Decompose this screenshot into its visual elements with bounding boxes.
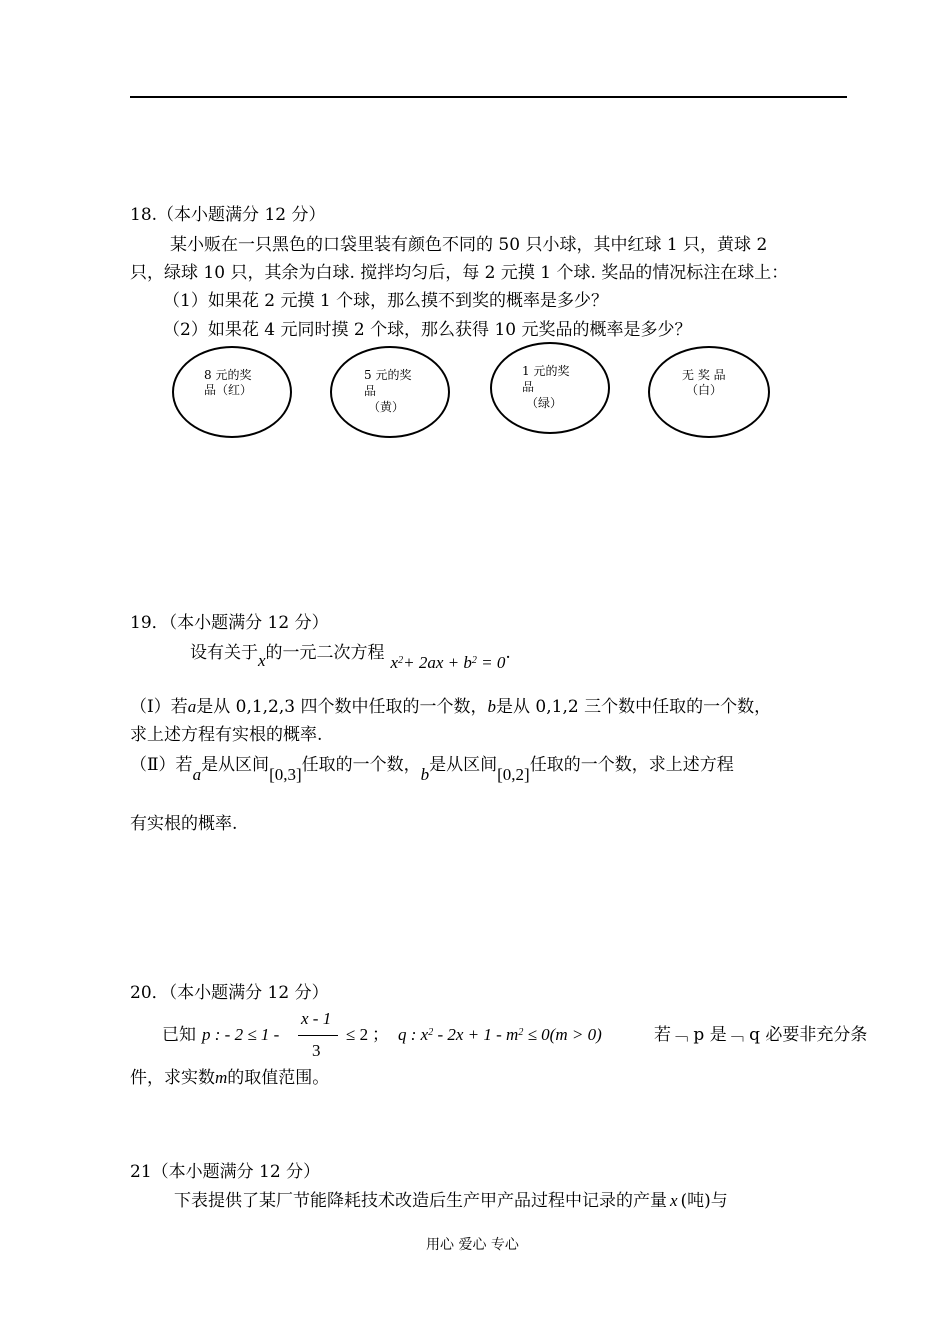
q19-part2-line2: 有实根的概率. — [130, 814, 238, 834]
q18-subquestion-1: （1）如果花 2 元摸 1 个球，那么摸不到奖的概率是多少？ — [163, 291, 609, 311]
text: 是从区间 — [429, 755, 498, 775]
ball-label: （黄） — [368, 400, 405, 414]
q18-text-line1: 某小贩在一只黑色的口袋里装有颜色不同的 50 只小球，其中红球 1 只，黄球 2 — [170, 235, 768, 255]
eq-var: ax — [427, 653, 444, 672]
text: （Ⅱ）若 — [130, 755, 193, 775]
ball-label: 8 元的奖 — [204, 368, 252, 382]
header-rule — [130, 96, 847, 98]
text: 任取的一个数，求上述方程 — [529, 755, 734, 775]
q21-text-line1 — [174, 1190, 728, 1212]
text: 下表提供了某厂节能降耗技术改造后生产甲产品过程中记录的产量 — [174, 1191, 667, 1211]
eq-var: x — [390, 653, 399, 672]
prize-ball-red — [172, 346, 292, 438]
q20-q-expr — [398, 1024, 602, 1046]
var-a: a — [187, 697, 197, 716]
ball-label: 品（红） — [204, 383, 253, 397]
eq-exp: 2 — [398, 655, 404, 666]
period: . — [505, 643, 511, 663]
text: （Ⅰ）若 — [130, 697, 188, 717]
q20-p-expr: p : - 2 ≤ 1 - — [202, 1025, 280, 1044]
fraction-numerator: x - 1 — [301, 1009, 332, 1028]
q20-le2: ≤ 2 — [346, 1025, 369, 1044]
q19-part2-line1 — [130, 754, 734, 784]
q20-text-a: 已知 — [162, 1025, 196, 1045]
q20-title: 20．（本小题满分 12 分） — [130, 983, 329, 1003]
var-x: x — [670, 1191, 678, 1210]
page-footer: 用心 爱心 专心 — [426, 1237, 519, 1253]
q18-title: 18.（本小题满分 12 分） — [130, 205, 326, 225]
var-m: m — [215, 1068, 228, 1087]
text: 是从 0,1,2 三个数中任取的一个数， — [496, 697, 772, 717]
text: 任取的一个数， — [301, 755, 421, 775]
text: 的取值范围。 — [227, 1068, 330, 1088]
ball-label: 品 — [522, 380, 535, 394]
q19-equation — [391, 653, 506, 672]
eq-var: b — [463, 653, 472, 672]
var-a: a — [192, 765, 202, 784]
interval: [0,2] — [497, 765, 530, 784]
q20-semicolon: ； — [372, 1025, 389, 1045]
q18-text-line2: 只，绿球 10 只，其余为白球. 搅拌均匀后，每 2 元摸 1 个球. 奖品的情况标注在球上： — [130, 263, 789, 283]
var-b: b — [420, 765, 430, 784]
q18-subquestion-2: （2）如果花 4 元同时摸 2 个球，那么获得 10 元奖品的概率是多少？ — [163, 320, 692, 340]
ball-label: 1 元的奖 — [522, 364, 570, 378]
q-exp: 2 — [428, 1027, 434, 1038]
q19-title: 19．（本小题满分 12 分） — [130, 613, 329, 633]
q-expr: q : x — [398, 1025, 429, 1044]
eq-part: + 2 — [403, 653, 428, 672]
text: 是从 0,1,2,3 四个数中任取的一个数， — [196, 697, 488, 717]
q20-fraction — [298, 1008, 338, 1064]
text: 件，求实数 — [130, 1068, 215, 1088]
q-expr: - 2x + 1 - m — [433, 1025, 519, 1044]
ball-label: 品 — [364, 384, 377, 398]
ball-label: 5 元的奖 — [364, 368, 412, 382]
fraction-denominator: 3 — [312, 1041, 321, 1060]
q-exp: 2 — [518, 1027, 524, 1038]
eq-exp: 2 — [471, 655, 477, 666]
q19-intro-text: 的一元二次方程 — [265, 643, 385, 663]
prize-ball-yellow — [330, 346, 450, 438]
q19-intro-text: 设有关于 — [190, 643, 258, 663]
var-b: b — [487, 697, 497, 716]
eq-part: = 0 — [476, 653, 506, 672]
q19-part1-line2: 求上述方程有实根的概率. — [130, 725, 323, 745]
interval: [0,3] — [269, 765, 302, 784]
text: 是从区间 — [201, 755, 270, 775]
q19-intro — [190, 642, 511, 672]
var-x: x — [258, 651, 266, 670]
text: (吨)与 — [680, 1191, 728, 1211]
q21-title: 21（本小题满分 12 分） — [130, 1162, 321, 1182]
eq-part: + — [443, 653, 464, 672]
q19-part1-line1 — [130, 696, 771, 718]
fraction-bar — [298, 1035, 338, 1036]
ball-label: （绿） — [526, 396, 563, 410]
prize-ball-white — [648, 346, 770, 438]
q-expr: ≤ 0(m > 0) — [523, 1025, 602, 1044]
ball-label: 无 奖 品 — [682, 368, 726, 382]
q20-condition: 若﹁ p 是﹁ q 必要非充分条 — [654, 1025, 868, 1045]
q20-line2 — [130, 1067, 329, 1089]
prize-ball-green — [490, 342, 610, 434]
ball-label: （白） — [686, 383, 723, 397]
